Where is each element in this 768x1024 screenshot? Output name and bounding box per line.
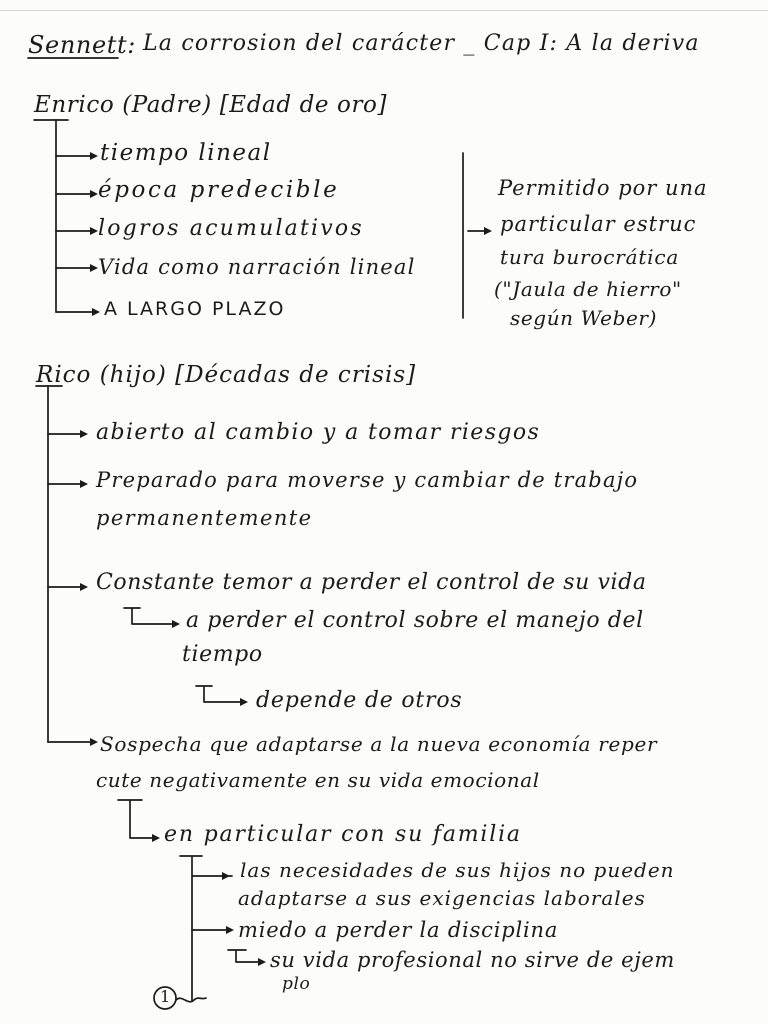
enrico-note-line-3: tura burocrática	[500, 245, 680, 269]
emocional-sub-4: su vida profesional no sirve de ejem	[270, 948, 675, 972]
enrico-item-1: tiempo lineal	[100, 140, 272, 166]
rico-heading: Rico (hijo) [Décadas de crisis]	[36, 362, 417, 388]
title-text: La corrosion del carácter _ Cap I: A la deriva	[143, 31, 700, 56]
continuation-tilde	[176, 998, 206, 1002]
emocional-sub-1: en particular con su familia	[164, 822, 522, 847]
emocional-sub-3: miedo a perder la disciplina	[238, 918, 559, 942]
control-sub-1-cont: tiempo	[182, 642, 263, 667]
otros-sub-arrow	[240, 698, 248, 706]
page-marker: 1	[160, 987, 171, 1006]
rico-arrow-3	[80, 583, 88, 591]
enrico-note-line-1: Permitido por una	[498, 176, 708, 200]
emocional-sub-2: las necesidades de sus hijos no pueden	[240, 858, 675, 882]
enrico-arrow-1	[90, 152, 98, 160]
rico-arrow-2	[80, 480, 88, 488]
rico-item-3: Constante temor a perder el control de su vida	[96, 570, 647, 595]
enrico-arrow-2	[90, 190, 98, 198]
familia-sub-arrow	[152, 834, 160, 842]
rico-item-4-cont: cute negativamente en su vida emocional	[96, 768, 540, 792]
control-sub-2: depende de otros	[256, 688, 463, 713]
hijos-sub-connector	[180, 856, 232, 876]
ejemplo-sub-connector	[228, 950, 258, 962]
title-author: Sennett:	[28, 31, 136, 59]
enrico-arrow-4	[90, 264, 98, 272]
enrico-item-3: logros acumulativos	[98, 216, 364, 241]
control-sub-arrow	[172, 620, 180, 628]
enrico-note-line-2: particular estruc	[500, 212, 697, 236]
enrico-arrow-3	[90, 227, 98, 235]
enrico-note-line-4: ("Jaula de hierro"	[494, 277, 682, 301]
enrico-note-line-5: según Weber)	[510, 306, 657, 330]
rico-item-4: Sospecha que adaptarse a la nueva economía reper	[100, 732, 658, 756]
rico-item-1: abierto al cambio y a tomar riesgos	[96, 420, 541, 445]
ejemplo-sub-arrow	[258, 958, 266, 966]
enrico-heading: Enrico (Padre) [Edad de oro]	[34, 92, 388, 118]
enrico-item-2: época predecible	[98, 177, 340, 203]
rico-arrow-1	[80, 430, 88, 438]
enrico-item-4: Vida como narración lineal	[98, 255, 416, 279]
emocional-sub-4-cont: plo	[282, 974, 311, 994]
emocional-sub-2-cont: adaptarse a sus exigencias laborales	[238, 886, 646, 910]
enrico-item-5: A LARGO PLAZO	[104, 298, 286, 320]
otros-sub-connector	[196, 686, 240, 702]
rico-item-2: Preparado para moverse y cambiar de trabajo	[96, 468, 639, 492]
control-sub-1: a perder el control sobre el manejo del	[186, 608, 644, 633]
rico-arrow-4	[90, 738, 98, 746]
disciplina-arrow	[226, 926, 234, 934]
familia-sub-connector	[118, 800, 152, 838]
enrico-note-arrowhead	[484, 227, 492, 235]
control-sub-connector	[124, 608, 172, 624]
enrico-arrow-5	[92, 308, 100, 316]
rico-item-2-cont: permanentemente	[96, 506, 313, 530]
hijos-sub-arrow	[222, 872, 230, 880]
